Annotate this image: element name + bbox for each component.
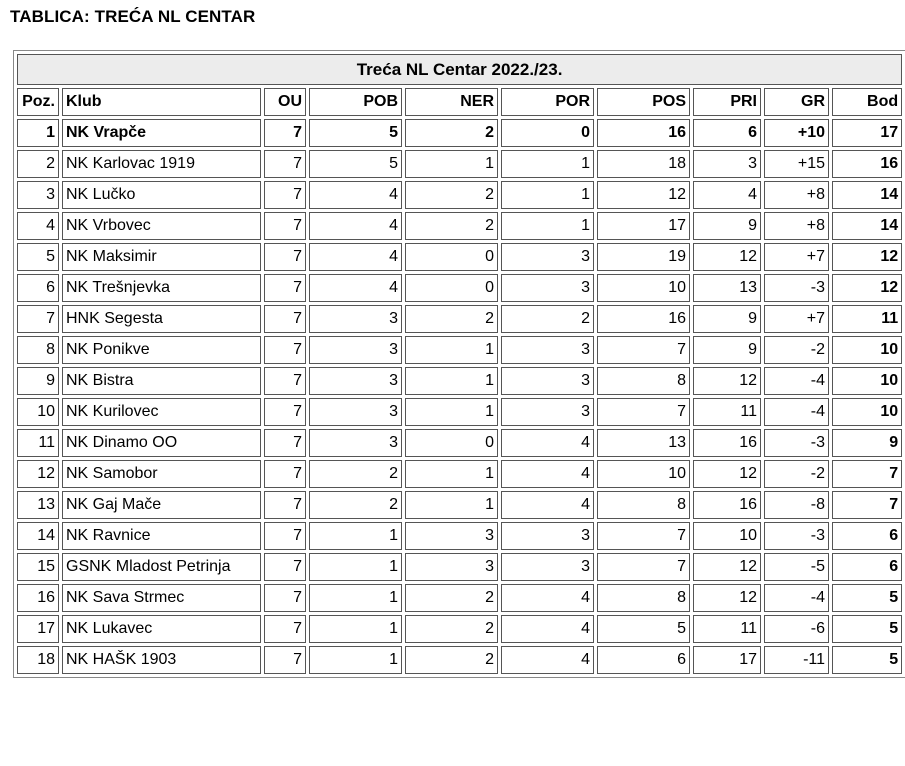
club-cell: NK Kurilovec — [62, 398, 261, 426]
losses-cell: 4 — [501, 615, 594, 643]
club-cell: NK Gaj Mače — [62, 491, 261, 519]
played-cell: 7 — [264, 181, 306, 209]
goals-for-cell: 17 — [597, 212, 690, 240]
played-cell: 7 — [264, 212, 306, 240]
goals-for-cell: 18 — [597, 150, 690, 178]
played-cell: 7 — [264, 429, 306, 457]
draws-cell: 0 — [405, 274, 498, 302]
losses-cell: 3 — [501, 398, 594, 426]
draws-cell: 3 — [405, 553, 498, 581]
wins-cell: 1 — [309, 522, 402, 550]
goals-against-cell: 9 — [693, 305, 761, 333]
standings-table-wrapper — [13, 50, 899, 678]
points-cell: 11 — [832, 305, 902, 333]
goals-for-cell: 10 — [597, 460, 690, 488]
goals-for-cell: 8 — [597, 367, 690, 395]
goals-for-cell: 19 — [597, 243, 690, 271]
losses-cell: 3 — [501, 553, 594, 581]
col-header-goals-for: POS — [597, 88, 690, 116]
position-cell: 12 — [17, 460, 59, 488]
table-row — [17, 181, 902, 209]
played-cell: 7 — [264, 336, 306, 364]
points-cell: 5 — [832, 646, 902, 674]
club-cell: NK Lučko — [62, 181, 261, 209]
position-cell: 4 — [17, 212, 59, 240]
points-cell: 9 — [832, 429, 902, 457]
wins-cell: 5 — [309, 119, 402, 147]
played-cell: 7 — [264, 584, 306, 612]
goals-for-cell: 5 — [597, 615, 690, 643]
table-row — [17, 274, 902, 302]
goals-against-cell: 13 — [693, 274, 761, 302]
table-header-row — [17, 88, 902, 116]
losses-cell: 4 — [501, 429, 594, 457]
points-cell: 12 — [832, 274, 902, 302]
played-cell: 7 — [264, 522, 306, 550]
losses-cell: 3 — [501, 274, 594, 302]
goal-diff-cell: -2 — [764, 460, 829, 488]
losses-cell: 2 — [501, 305, 594, 333]
goal-diff-cell: +15 — [764, 150, 829, 178]
wins-cell: 1 — [309, 553, 402, 581]
goals-against-cell: 10 — [693, 522, 761, 550]
goal-diff-cell: -8 — [764, 491, 829, 519]
club-cell: NK Ravnice — [62, 522, 261, 550]
points-cell: 14 — [832, 212, 902, 240]
goals-against-cell: 12 — [693, 584, 761, 612]
points-cell: 17 — [832, 119, 902, 147]
position-cell: 18 — [17, 646, 59, 674]
wins-cell: 4 — [309, 274, 402, 302]
losses-cell: 3 — [501, 367, 594, 395]
played-cell: 7 — [264, 119, 306, 147]
goal-diff-cell: -4 — [764, 367, 829, 395]
wins-cell: 1 — [309, 584, 402, 612]
position-cell: 10 — [17, 398, 59, 426]
wins-cell: 3 — [309, 305, 402, 333]
points-cell: 6 — [832, 522, 902, 550]
table-row — [17, 150, 902, 178]
table-row — [17, 553, 902, 581]
goal-diff-cell: -5 — [764, 553, 829, 581]
points-cell: 10 — [832, 398, 902, 426]
position-cell: 14 — [17, 522, 59, 550]
goal-diff-cell: -4 — [764, 398, 829, 426]
points-cell: 16 — [832, 150, 902, 178]
position-cell: 1 — [17, 119, 59, 147]
points-cell: 12 — [832, 243, 902, 271]
goals-for-cell: 7 — [597, 553, 690, 581]
goals-for-cell: 8 — [597, 491, 690, 519]
losses-cell: 4 — [501, 460, 594, 488]
losses-cell: 3 — [501, 243, 594, 271]
goals-against-cell: 3 — [693, 150, 761, 178]
played-cell: 7 — [264, 150, 306, 178]
wins-cell: 1 — [309, 615, 402, 643]
draws-cell: 2 — [405, 584, 498, 612]
table-row — [17, 646, 902, 674]
played-cell: 7 — [264, 305, 306, 333]
club-cell: NK Ponikve — [62, 336, 261, 364]
position-cell: 15 — [17, 553, 59, 581]
wins-cell: 3 — [309, 367, 402, 395]
position-cell: 6 — [17, 274, 59, 302]
goals-against-cell: 11 — [693, 398, 761, 426]
goal-diff-cell: +8 — [764, 181, 829, 209]
losses-cell: 1 — [501, 181, 594, 209]
position-cell: 11 — [17, 429, 59, 457]
played-cell: 7 — [264, 646, 306, 674]
standings-table — [13, 50, 905, 678]
col-header-position: Poz. — [17, 88, 59, 116]
goals-against-cell: 16 — [693, 429, 761, 457]
col-header-club: Klub — [62, 88, 261, 116]
wins-cell: 3 — [309, 429, 402, 457]
table-caption: Treća NL Centar 2022./23. — [17, 54, 902, 85]
goal-diff-cell: -3 — [764, 429, 829, 457]
table-row — [17, 584, 902, 612]
wins-cell: 4 — [309, 243, 402, 271]
draws-cell: 1 — [405, 491, 498, 519]
played-cell: 7 — [264, 243, 306, 271]
club-cell: NK Karlovac 1919 — [62, 150, 261, 178]
played-cell: 7 — [264, 615, 306, 643]
position-cell: 8 — [17, 336, 59, 364]
position-cell: 13 — [17, 491, 59, 519]
goal-diff-cell: -2 — [764, 336, 829, 364]
col-header-wins: POB — [309, 88, 402, 116]
table-row — [17, 615, 902, 643]
goal-diff-cell: -11 — [764, 646, 829, 674]
table-row — [17, 367, 902, 395]
losses-cell: 3 — [501, 522, 594, 550]
wins-cell: 2 — [309, 460, 402, 488]
club-cell: NK Samobor — [62, 460, 261, 488]
col-header-played: OU — [264, 88, 306, 116]
wins-cell: 3 — [309, 336, 402, 364]
goal-diff-cell: +10 — [764, 119, 829, 147]
played-cell: 7 — [264, 367, 306, 395]
table-row — [17, 212, 902, 240]
draws-cell: 1 — [405, 367, 498, 395]
col-header-points: Bod — [832, 88, 902, 116]
draws-cell: 1 — [405, 150, 498, 178]
draws-cell: 0 — [405, 429, 498, 457]
draws-cell: 2 — [405, 181, 498, 209]
draws-cell: 1 — [405, 336, 498, 364]
goals-against-cell: 9 — [693, 336, 761, 364]
wins-cell: 3 — [309, 398, 402, 426]
played-cell: 7 — [264, 274, 306, 302]
position-cell: 16 — [17, 584, 59, 612]
page-title: TABLICA: TREĆA NL CENTAR — [10, 7, 256, 26]
position-cell: 3 — [17, 181, 59, 209]
col-header-losses: POR — [501, 88, 594, 116]
goals-for-cell: 7 — [597, 522, 690, 550]
goals-for-cell: 7 — [597, 398, 690, 426]
goals-for-cell: 8 — [597, 584, 690, 612]
losses-cell: 0 — [501, 119, 594, 147]
goals-for-cell: 10 — [597, 274, 690, 302]
losses-cell: 1 — [501, 150, 594, 178]
draws-cell: 1 — [405, 460, 498, 488]
goal-diff-cell: -4 — [764, 584, 829, 612]
goals-against-cell: 4 — [693, 181, 761, 209]
draws-cell: 1 — [405, 398, 498, 426]
position-cell: 5 — [17, 243, 59, 271]
wins-cell: 1 — [309, 646, 402, 674]
table-row — [17, 119, 902, 147]
points-cell: 7 — [832, 491, 902, 519]
played-cell: 7 — [264, 460, 306, 488]
wins-cell: 4 — [309, 212, 402, 240]
played-cell: 7 — [264, 553, 306, 581]
points-cell: 10 — [832, 336, 902, 364]
goal-diff-cell: -3 — [764, 522, 829, 550]
table-row — [17, 398, 902, 426]
goal-diff-cell: +7 — [764, 243, 829, 271]
goals-against-cell: 11 — [693, 615, 761, 643]
col-header-goal-diff: GR — [764, 88, 829, 116]
goals-for-cell: 6 — [597, 646, 690, 674]
wins-cell: 2 — [309, 491, 402, 519]
wins-cell: 4 — [309, 181, 402, 209]
losses-cell: 4 — [501, 646, 594, 674]
goals-against-cell: 6 — [693, 119, 761, 147]
points-cell: 5 — [832, 584, 902, 612]
goals-for-cell: 12 — [597, 181, 690, 209]
draws-cell: 2 — [405, 119, 498, 147]
draws-cell: 2 — [405, 615, 498, 643]
table-row — [17, 305, 902, 333]
goals-for-cell: 16 — [597, 119, 690, 147]
wins-cell: 5 — [309, 150, 402, 178]
played-cell: 7 — [264, 491, 306, 519]
draws-cell: 0 — [405, 243, 498, 271]
goals-against-cell: 12 — [693, 553, 761, 581]
goals-against-cell: 9 — [693, 212, 761, 240]
losses-cell: 4 — [501, 491, 594, 519]
losses-cell: 3 — [501, 336, 594, 364]
losses-cell: 1 — [501, 212, 594, 240]
goal-diff-cell: -3 — [764, 274, 829, 302]
draws-cell: 2 — [405, 212, 498, 240]
losses-cell: 4 — [501, 584, 594, 612]
col-header-goals-against: PRI — [693, 88, 761, 116]
club-cell: NK Trešnjevka — [62, 274, 261, 302]
goal-diff-cell: -6 — [764, 615, 829, 643]
position-cell: 9 — [17, 367, 59, 395]
goal-diff-cell: +8 — [764, 212, 829, 240]
club-cell: NK Maksimir — [62, 243, 261, 271]
points-cell: 7 — [832, 460, 902, 488]
table-row — [17, 336, 902, 364]
club-cell: HNK Segesta — [62, 305, 261, 333]
position-cell: 17 — [17, 615, 59, 643]
club-cell: NK Vrbovec — [62, 212, 261, 240]
position-cell: 7 — [17, 305, 59, 333]
table-row — [17, 491, 902, 519]
goals-for-cell: 16 — [597, 305, 690, 333]
points-cell: 5 — [832, 615, 902, 643]
goals-against-cell: 16 — [693, 491, 761, 519]
table-row — [17, 460, 902, 488]
club-cell: NK HAŠK 1903 — [62, 646, 261, 674]
goal-diff-cell: +7 — [764, 305, 829, 333]
table-row — [17, 429, 902, 457]
position-cell: 2 — [17, 150, 59, 178]
table-row — [17, 243, 902, 271]
goals-against-cell: 12 — [693, 460, 761, 488]
table-row — [17, 522, 902, 550]
points-cell: 10 — [832, 367, 902, 395]
goals-for-cell: 13 — [597, 429, 690, 457]
club-cell: NK Vrapče — [62, 119, 261, 147]
club-cell: NK Sava Strmec — [62, 584, 261, 612]
club-cell: NK Dinamo OO — [62, 429, 261, 457]
goals-against-cell: 17 — [693, 646, 761, 674]
draws-cell: 2 — [405, 646, 498, 674]
club-cell: NK Bistra — [62, 367, 261, 395]
points-cell: 6 — [832, 553, 902, 581]
draws-cell: 3 — [405, 522, 498, 550]
club-cell: GSNK Mladost Petrinja — [62, 553, 261, 581]
goals-for-cell: 7 — [597, 336, 690, 364]
points-cell: 14 — [832, 181, 902, 209]
draws-cell: 2 — [405, 305, 498, 333]
goals-against-cell: 12 — [693, 367, 761, 395]
played-cell: 7 — [264, 398, 306, 426]
table-body — [17, 119, 902, 674]
col-header-draws: NER — [405, 88, 498, 116]
goals-against-cell: 12 — [693, 243, 761, 271]
club-cell: NK Lukavec — [62, 615, 261, 643]
